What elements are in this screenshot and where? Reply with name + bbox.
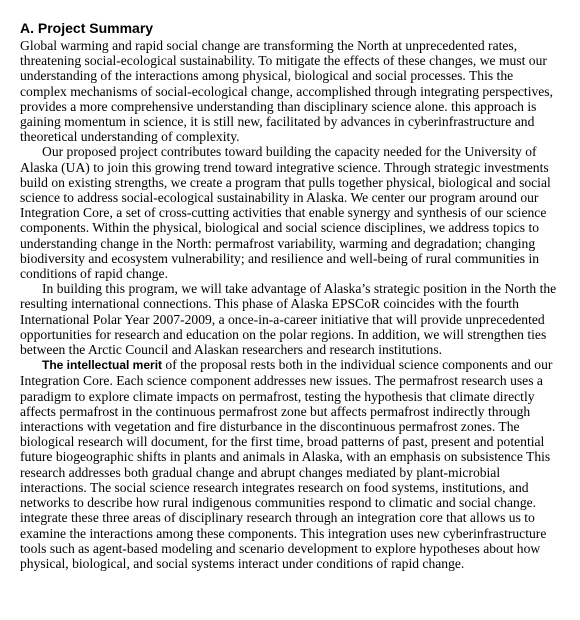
paragraph-strategic-position: In building this program, we will take advantage of Alaska’s strategic position in the North the resulting international connections. This phase of Alaska EPSCoR coincides with the fourth International Polar Year 2007-2009, a once-in-a-career initiative that will provide unprecedented opportunities for research and education on the polar regions. In addition, we will strengthen ties between the Arctic Council and Alaskan researchers and research institutions.	[20, 281, 557, 358]
paragraph-intro: Global warming and rapid social change are transforming the North at unprecedented rates, threatening social-ecological sustainability. To mitigate the effects of these changes, we must our understanding of the interactions among physical, biological and social processes. This the complex mechanisms of social-ecological change, accomplished through integrating perspectives, provides a more comprehensive understanding than disciplinary science alone. this approach is gaining momentum in science, it is still new, facilitated by advances in cyberinfrastructure and theoretical understanding of complexity.	[20, 38, 553, 145]
paragraph-intellectual-merit	[20, 357, 562, 571]
section-heading: A. Project Summary	[20, 20, 154, 36]
intellectual-merit-lead: The intellectual merit	[42, 358, 163, 373]
intellectual-merit-body: of the proposal rests both in the individual science components and our Integration Core. Each science component addresses new issues. The permafrost research uses a paradigm to explore climate impacts on permafrost, testing the hypothesis that climate directly affects permafrost in the continuous permafrost zone but affects permafrost indirectly through interactions with vegetation and fire disturbance in the discontinuous permafrost zones. The biological research will document, for the first time, broad patterns of past, present and potential future biogeographic shifts in plants and animals in Alaska, with an emphasis on subsistence This research addresses both gradual change and abrupt changes mediated by plant-microbial interactions. The social science research integrates research on food systems, institutions, and networks to describe how rural indigenous communities respond to climatic and social change. integrate these three areas of disciplinary research through an integration core that allows us to examine the interactions among these components. This integration uses new cyberinfrastructure tools such as agent-based modeling and scenario development to explore hypotheses about how physical, biological, and social systems interact under conditions of rapid change.	[20, 357, 553, 571]
document-page	[20, 20, 562, 571]
paragraph-proposed-project: Our proposed project contributes toward building the capacity needed for the University of Alaska (UA) to join this growing trend toward integrative science. Through strategic investments build on existing strengths, we create a program that pulls together physical, biological and social science to address social-ecological sustainability in Alaska. We center our program around our Integration Core, a set of cross-cutting activities that enable synergy and synthesis of our science components. Within the physical, biological and social science disciplines, we address topics to understanding change in the North: permafrost variability, warming and degradation; changing biodiversity and ecosystem vulnerability; and resilience and well-being of rural communities in conditions of rapid change.	[20, 144, 551, 282]
